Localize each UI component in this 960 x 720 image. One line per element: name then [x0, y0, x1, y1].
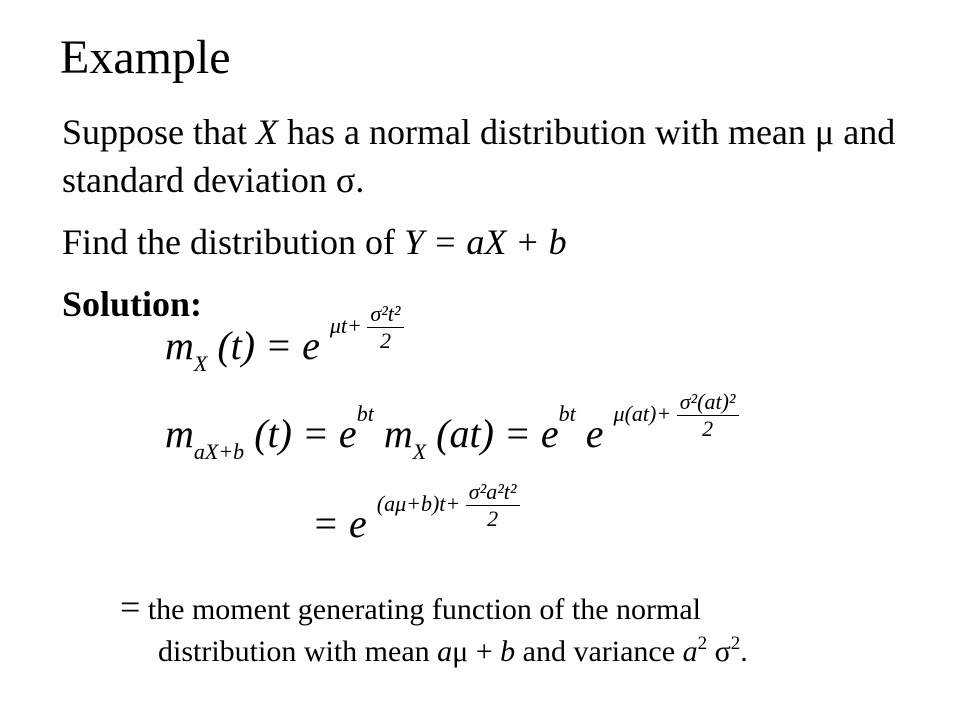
eq1-exponent	[329, 301, 404, 354]
problem-statement	[62, 108, 922, 204]
eq3-den: 2	[487, 506, 499, 532]
superscript: 2	[730, 633, 741, 654]
text: .	[355, 160, 365, 200]
eq2-num: σ²(at)²	[677, 389, 739, 416]
equation-2	[165, 389, 739, 468]
solution-label: Solution:	[62, 284, 203, 324]
conclusion-line-2	[120, 631, 920, 677]
text: .	[740, 635, 748, 668]
expression: Y = aX + b	[404, 222, 567, 262]
var-x: X	[256, 112, 278, 152]
eq2-exp-pre: μ(at)+	[613, 401, 672, 426]
eq1-fraction	[367, 301, 403, 354]
var-a: a	[682, 635, 698, 668]
eq1-num: σ²t²	[367, 301, 403, 328]
eq3-num: σ²a²t²	[466, 479, 520, 506]
eq2-sub: aX+b	[193, 439, 245, 464]
text: Suppose that	[62, 112, 256, 152]
eq2-mid2: m	[383, 411, 413, 456]
eq3-exponent	[376, 479, 520, 532]
equals-sign: =	[120, 587, 141, 627]
eq2-den: 2	[702, 416, 714, 442]
task-statement	[62, 218, 922, 266]
eq1-exp-pre: μt+	[329, 313, 362, 338]
text: Find the distribution of	[62, 222, 404, 262]
equation-1	[165, 301, 404, 380]
eq2-mid-exp: bt	[356, 401, 374, 426]
eq2-fraction	[677, 389, 739, 442]
eq2-exponent	[613, 389, 739, 442]
sigma-symbol: σ	[707, 635, 731, 668]
eq2-mid2-sub: X	[412, 439, 427, 464]
eq3-lhs: = e	[312, 501, 367, 546]
sigma-symbol: σ	[335, 160, 356, 200]
eq1-arg: (t) = e	[217, 323, 320, 368]
eq1-m: m	[165, 323, 194, 368]
text: +	[468, 635, 501, 668]
text: has a normal distribution with mean	[278, 112, 815, 152]
slide-title: Example	[60, 31, 231, 84]
eq2-mid3-exp: bt	[558, 401, 576, 426]
eq2-m: m	[165, 411, 194, 456]
mu-symbol: μ	[814, 112, 835, 152]
eq3-exp-pre: (aμ+b)t+	[376, 491, 461, 516]
eq3-fraction	[466, 479, 520, 532]
eq2-mid3: (at) = e	[436, 411, 559, 456]
var-a: a	[437, 635, 453, 668]
text: and variance	[515, 635, 683, 668]
eq2-mid4: e	[585, 411, 604, 456]
var-b: b	[500, 635, 516, 668]
conclusion-line-1: the moment generating function of the normal	[140, 593, 701, 626]
text: and standard deviation	[62, 112, 896, 200]
text: distribution with mean	[158, 635, 438, 668]
equation-3	[312, 479, 520, 558]
mu-symbol: μ	[452, 635, 469, 668]
eq1-den: 2	[379, 328, 391, 354]
eq2-mid: (t) = e	[254, 411, 357, 456]
eq1-sub: X	[193, 351, 208, 376]
superscript: 2	[697, 633, 708, 654]
conclusion	[120, 586, 920, 677]
